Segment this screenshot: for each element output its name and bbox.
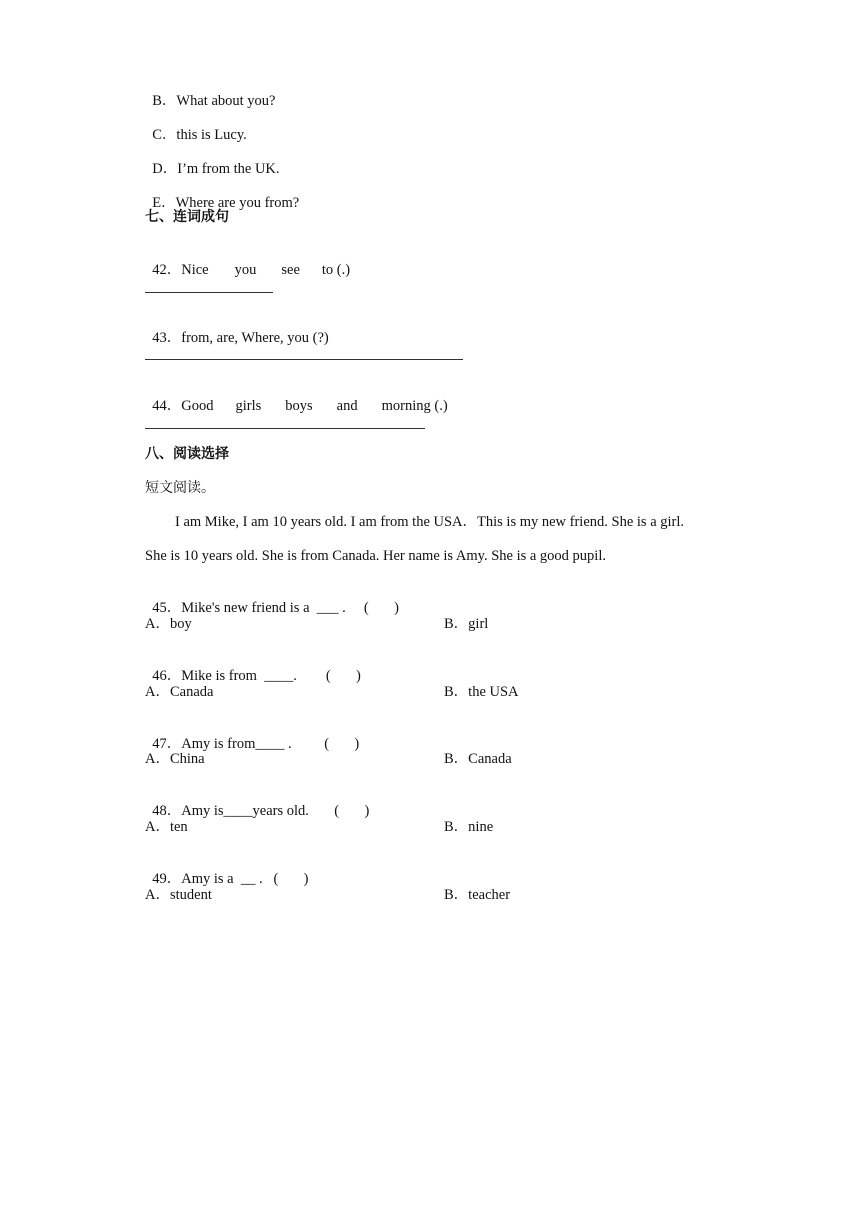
option-text: What about you?	[176, 93, 276, 109]
question-43	[145, 311, 329, 347]
option-a[interactable]: A．China	[145, 751, 205, 767]
answer-line-43[interactable]	[145, 359, 463, 360]
word: boys	[285, 398, 313, 414]
question-number: 47．	[152, 736, 182, 752]
word: you	[234, 262, 257, 278]
question-stem: Mike's new friend is a ___ . ( )	[181, 600, 399, 616]
option-b	[145, 74, 275, 110]
option-a[interactable]: A．Canada	[145, 684, 214, 700]
question-47	[145, 717, 359, 753]
option-b[interactable]: B．teacher	[444, 887, 511, 903]
word: Nice	[181, 262, 209, 278]
word: see	[281, 262, 300, 278]
passage-line-2: She is 10 years old. She is from Canada. Her name is Amy. She is a good pupil.	[145, 548, 606, 564]
section7-title: 七、连词成句	[145, 209, 229, 225]
word: and	[336, 398, 358, 414]
question-42	[145, 243, 350, 279]
question-44	[145, 379, 448, 415]
option-a[interactable]: A．student	[145, 887, 212, 903]
question-stem: Amy is from____ . ( )	[181, 736, 360, 752]
option-b[interactable]: B．nine	[444, 819, 494, 835]
option-letter: D．	[152, 161, 178, 177]
option-b[interactable]: B．girl	[444, 616, 489, 632]
option-text: this is Lucy.	[176, 127, 247, 143]
option-letter: B．	[152, 93, 177, 109]
question-stem: Amy is____years old. ( )	[181, 803, 370, 819]
reading-intro: 短文阅读。	[145, 480, 215, 496]
option-letter: E．	[152, 195, 176, 211]
question-45	[145, 581, 399, 617]
question-number: 49．	[152, 871, 182, 887]
question-49	[145, 852, 309, 888]
question-number: 43．	[152, 330, 182, 346]
question-text: from, are, Where, you (?)	[181, 330, 329, 346]
option-b[interactable]: B．Canada	[444, 751, 512, 767]
question-number: 46．	[152, 668, 182, 684]
answer-line-42[interactable]	[145, 292, 273, 293]
passage-line-1: I am Mike, I am 10 years old. I am from the USA．This is my new friend. She is a girl.	[175, 514, 685, 530]
option-text: Where are you from?	[175, 195, 300, 211]
option-text: I’m from the UK.	[177, 161, 280, 177]
option-b[interactable]: B．the USA	[444, 684, 519, 700]
word: girls	[235, 398, 262, 414]
word: to (.)	[321, 262, 351, 278]
option-c	[145, 108, 247, 144]
question-46	[145, 649, 361, 685]
question-48	[145, 784, 369, 820]
section8-title: 八、阅读选择	[145, 446, 229, 462]
question-number: 44．	[152, 398, 182, 414]
question-stem: Amy is a __ . ( )	[181, 871, 309, 887]
answer-line-44[interactable]	[145, 428, 425, 429]
option-a[interactable]: A．ten	[145, 819, 188, 835]
option-d	[145, 142, 280, 178]
option-letter: C．	[152, 127, 177, 143]
word: morning (.)	[381, 398, 448, 414]
question-stem: Mike is from ____. ( )	[181, 668, 361, 684]
option-e	[145, 176, 299, 212]
question-number: 48．	[152, 803, 182, 819]
question-number: 42．	[152, 262, 182, 278]
word: Good	[181, 398, 214, 414]
option-a[interactable]: A．boy	[145, 616, 192, 632]
question-number: 45．	[152, 600, 182, 616]
